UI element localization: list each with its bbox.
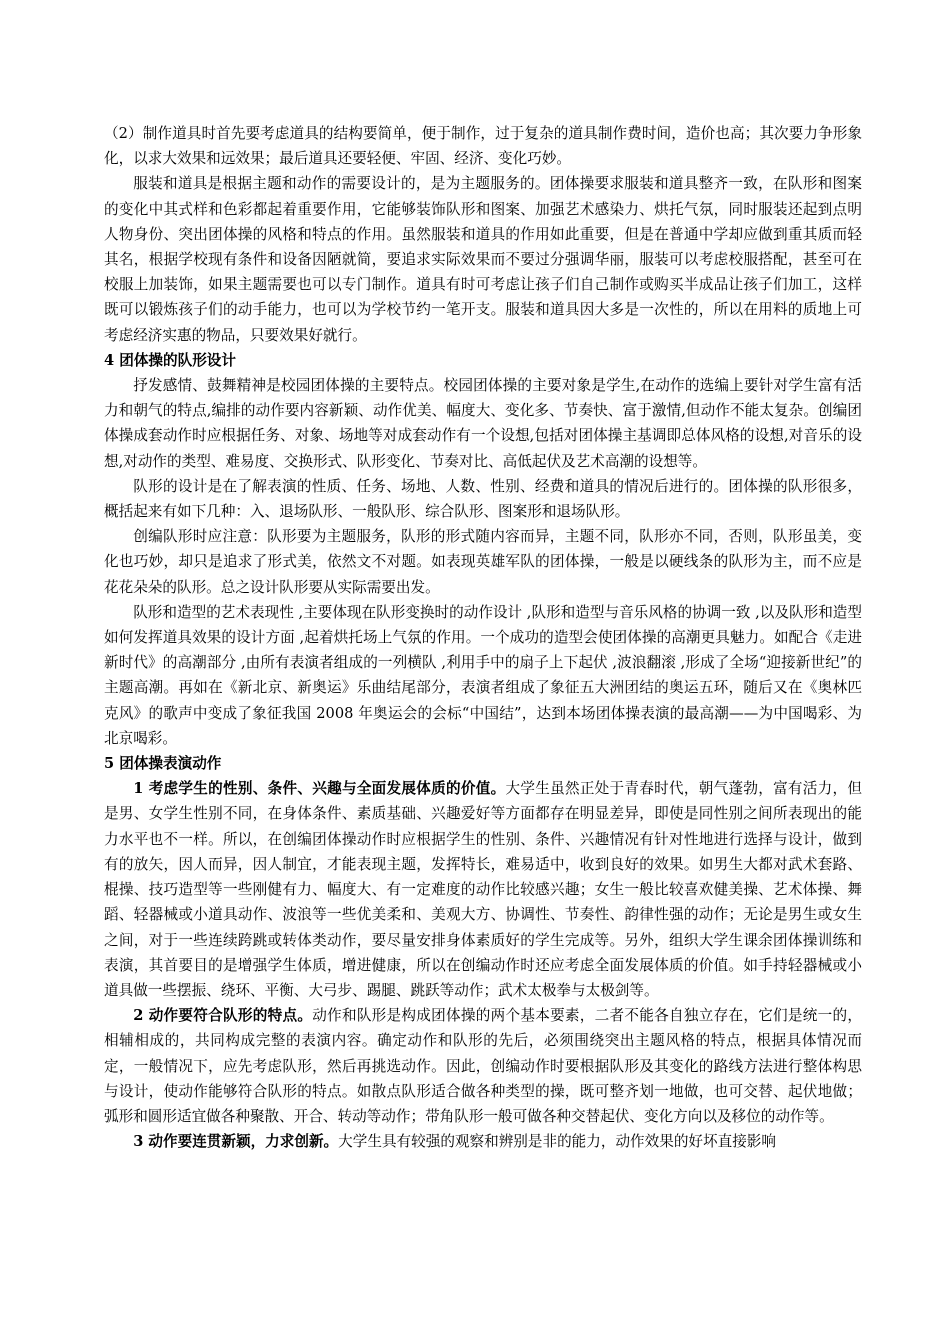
- paragraph-formation-types: 队形的设计是在了解表演的性质、任务、场地、人数、性别、经费和道具的情况后进行的。团体操的队形很多，概括起来有如下几种：入、退场队形、一般队形、综合队形、图案形和退场队形。: [104, 477, 862, 521]
- point-2-lead: 2 动作要符合队形的特点。: [133, 1007, 313, 1025]
- section-heading-5: 5 团体操表演动作: [104, 755, 222, 773]
- paragraph-formation-art: 队形和造型的艺术表现性 ,主要体现在队形变换时的动作设计 ,队形和造型与音乐风格的协调一致 ,以及队形和造型如何发挥道具效果的设计方面 ,起着烘托场上气氛的作用。一个成功的造型会使团体操的高潮更具魅力。如配合《走进新时代》的高潮部分 ,由所有表演者组成的一列横队 ,利用手中的扇子上下起伏 ,波浪翻滚 ,形成了全场“迎接新世纪”的主题高潮。再如在《新北京、新奥运》乐曲结尾部分，表演者组成了象征五大洲团结的奥运五环，随后又在《奥林匹克风》的歌声中变成了象征我国 2008 年奥运会的会标“中国结”，达到本场团体操表演的最高潮——为中国喝彩、为北京喝彩。: [104, 603, 862, 747]
- paragraph-costume-props: 服装和道具是根据主题和动作的需要设计的，是为主题服务的。团体操要求服装和道具整齐一致，在队形和图案的变化中其式样和色彩都起着重要作用，它能够装饰队形和图案、加强艺术感染力、烘托气氛，同时服装还起到点明人物身份、突出团体操的风格和特点的作用。虽然服装和道具的作用如此重要，但是在普通中学却应做到重其质而轻其名，根据学校现有条件和设备因陋就简，要追求实际效果而不要过分强调华丽，服装可以考虑校服搭配，甚至可在校服上加装饰，如果主题需要也可以专门制作。道具有时可考虑让孩子们自己制作或购买半成品让孩子们加工，这样既可以锻炼孩子们的动手能力，也可以为学校节约一笔开支。服装和道具因大多是一次性的，所以在用料的质地上可考虑经济实惠的物品，只要效果好就行。: [104, 175, 862, 344]
- point-3-lead: 3 动作要连贯新颖，力求创新。: [133, 1133, 339, 1151]
- paragraph-formation-notes: 创编队形时应注意：队形要为主题服务，队形的形式随内容而异，主题不同，队形亦不同，否则，队形虽美，变化也巧妙，却只是追求了形式美，依然文不对题。如表现英雄军队的团体操，一般是以硬线条的队形为主，而不应是花花朵朵的队形。总之设计队形要从实际需要出发。: [104, 528, 862, 596]
- paragraph-point-1: [104, 776, 862, 1003]
- point-1-lead: 1 考虑学生的性别、条件、兴趣与全面发展体质的价值。: [133, 780, 506, 798]
- paragraph-point-2: [104, 1003, 862, 1129]
- point-3-body: 大学生具有较强的观察和辨别是非的能力，动作效果的好坏直接影响: [338, 1133, 776, 1151]
- paragraph-props-design: （2）制作道具时首先要考虑道具的结构要简单，便于制作，过于复杂的道具制作费时间，造价也高；其次要力争形象化，以求大效果和远效果；最后道具还要轻便、牢固、经济、变化巧妙。: [104, 125, 862, 168]
- paragraph-features: 抒发感情、鼓舞精神是校园团体操的主要特点。校园团体操的主要对象是学生,在动作的选编上要针对学生富有活力和朝气的特点,编排的动作要内容新颖、动作优美、幅度大、变化多、节奏快、富于激情,但动作不能太复杂。创编团体操成套动作时应根据任务、对象、场地等对成套动作有一个设想,包括对团体操主基调即总体风格的设想,对音乐的设想,对动作的类型、难易度、交换形式、队形变化、节奏对比、高低起伏及艺术高潮的设想等。: [104, 377, 862, 470]
- section-heading-4: 4 团体操的队形设计: [104, 351, 236, 369]
- paragraph-point-3: [104, 1129, 862, 1154]
- point-2-body: 动作和队形是构成团体操的两个基本要素，二者不能各自独立存在，它们是统一的，相辅相成的，共同构成完整的表演内容。确定动作和队形的先后，必须围绕突出主题风格的特点，根据具体情况而定，一般情况下，应先考虑队形，然后再挑选动作。因此，创编动作时要根据队形及其变化的路线方法进行整体构思与设计，使动作能够符合队形的特点。如散点队形适合做各种类型的操，既可整齐划一地做，也可交替、起伏地做；弧形和圆形适宜做各种聚散、开合、转动等动作；带角队形一般可做各种交替起伏、变化方向以及移位的动作等。: [104, 1007, 862, 1125]
- point-1-body: 大学生虽然正处于青春时代，朝气蓬勃，富有活力，但是男、女学生性别不同，在身体条件、素质基础、兴趣爱好等方面都存在明显差异，即使是同性别之间所表现出的能力水平也不一样。所以，在创编团体操动作时应根据学生的性别、条件、兴趣情况有针对性地进行选择与设计，做到有的放矢，因人而异，因人制宜，才能表现主题，发挥特长，难易适中，收到良好的效果。如男生大都对武术套路、棍操、技巧造型等一些刚健有力、幅度大、有一定难度的动作比较感兴趣；女生一般比较喜欢健美操、艺术体操、舞蹈、轻器械或小道具动作、波浪等一些优美柔和、美观大方、协调性、节奏性、韵律性强的动作；无论是男生或女生之间，对于一些连续跨跳或转体类动作，要尽量安排身体素质好的学生完成等。另外，组织大学生课余团体操训练和表演，其首要目的是增强学生体质，增进健康，所以在创编动作时还应考虑全面发展体质的价值。如手持轻器械或小道具做一些摆振、绕环、平衡、大弓步、踢腿、跳跃等动作；武术太极拳与太极剑等。: [104, 780, 862, 999]
- document-page: [104, 121, 862, 1154]
